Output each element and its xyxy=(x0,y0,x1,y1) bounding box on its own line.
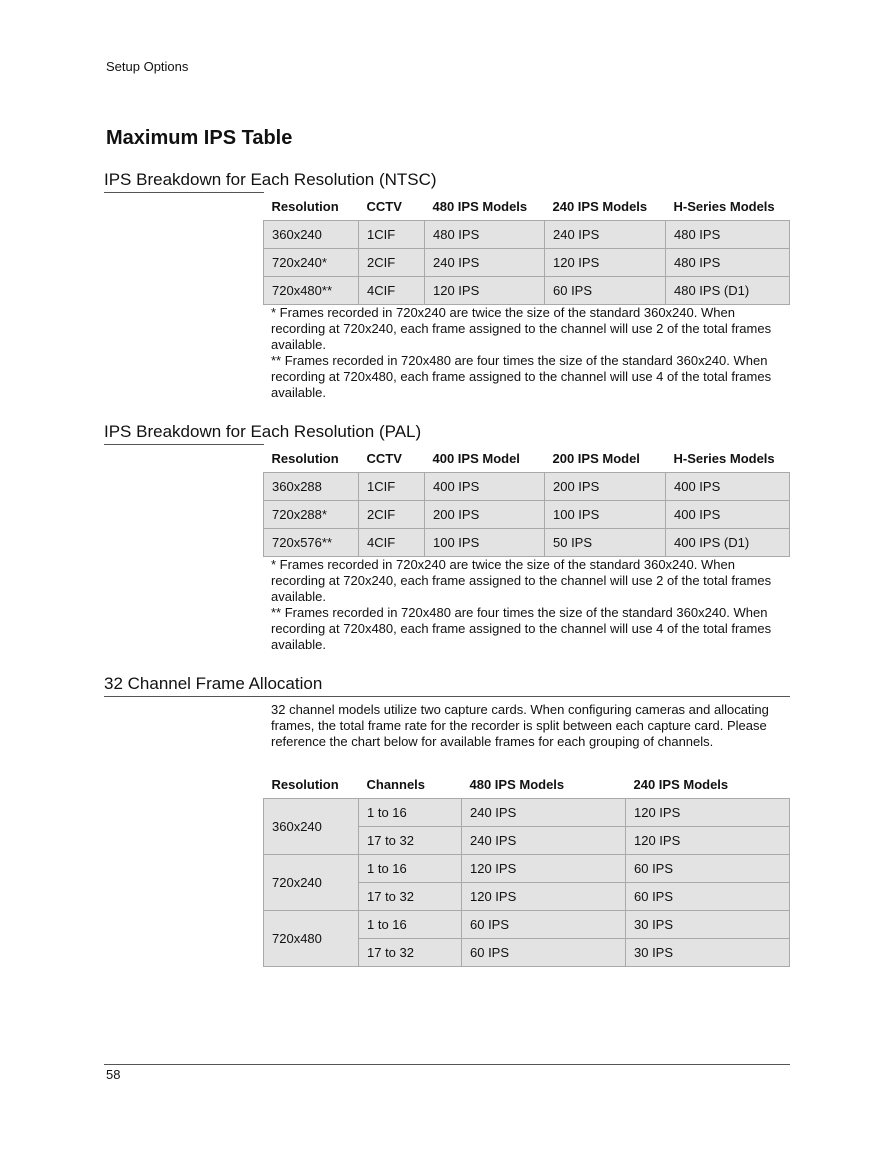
column-header: H-Series Models xyxy=(666,444,790,473)
table-row xyxy=(264,911,790,939)
table-cell: 400 IPS xyxy=(425,473,545,501)
footnote: ** Frames recorded in 720x480 are four times the size of the standard 360x240. When recording at 720x480, each frame assigned to the channel will use 4 of the total frames available. xyxy=(271,605,772,652)
table-cell: 360x240 xyxy=(264,221,359,249)
table-header-row xyxy=(264,770,790,799)
table-cell: 200 IPS xyxy=(425,501,545,529)
table-cell: 720x288* xyxy=(264,501,359,529)
table-cell: 720x576** xyxy=(264,529,359,557)
table-cell: 360x288 xyxy=(264,473,359,501)
footnote: ** Frames recorded in 720x480 are four times the size of the standard 360x240. When recording at 720x480, each frame assigned to the channel will use 4 of the total frames available. xyxy=(271,353,772,400)
column-header: 480 IPS Models xyxy=(462,770,626,799)
table-cell: 240 IPS xyxy=(545,221,666,249)
pal-section-heading: IPS Breakdown for Each Resolution (PAL) xyxy=(104,422,790,445)
column-header: H-Series Models xyxy=(666,192,790,221)
table-cell: 1CIF xyxy=(359,473,425,501)
table-cell: 60 IPS xyxy=(545,277,666,305)
column-header: Resolution xyxy=(264,770,359,799)
table-row xyxy=(264,221,790,249)
table-cell: 120 IPS xyxy=(545,249,666,277)
table-cell: 60 IPS xyxy=(626,855,790,883)
table-cell: 100 IPS xyxy=(425,529,545,557)
pal-footnotes xyxy=(271,557,786,653)
ntsc-footnotes xyxy=(271,305,786,401)
channel32-allocation-table xyxy=(263,770,790,967)
table-cell: 480 IPS xyxy=(666,221,790,249)
table-cell: 4CIF xyxy=(359,529,425,557)
table-cell: 120 IPS xyxy=(626,799,790,827)
column-header: Resolution xyxy=(264,444,359,473)
table-row xyxy=(264,529,790,557)
channel32-section-heading: 32 Channel Frame Allocation xyxy=(104,674,790,697)
ntsc-ips-table xyxy=(263,192,790,305)
table-header-row xyxy=(264,444,790,473)
table-cell: 60 IPS xyxy=(626,883,790,911)
table-cell: 17 to 32 xyxy=(359,883,462,911)
page-title: Maximum IPS Table xyxy=(106,127,293,149)
table-cell: 17 to 32 xyxy=(359,939,462,967)
ntsc-section-heading: IPS Breakdown for Each Resolution (NTSC) xyxy=(104,170,790,193)
column-header: 400 IPS Model xyxy=(425,444,545,473)
table-cell: 120 IPS xyxy=(425,277,545,305)
column-header: 480 IPS Models xyxy=(425,192,545,221)
table-cell: 50 IPS xyxy=(545,529,666,557)
table-cell: 1 to 16 xyxy=(359,855,462,883)
table-row xyxy=(264,277,790,305)
table-cell: 400 IPS xyxy=(666,501,790,529)
table-cell: 720x480** xyxy=(264,277,359,305)
table-row xyxy=(264,799,790,827)
channel32-intro: 32 channel models utilize two capture cards. When configuring cameras and allocating frames, the total frame rate for the recorder is split between each capture card. Please reference the chart below for available frames for each grouping of channels. xyxy=(271,702,769,749)
resolution-group-cell: 360x240 xyxy=(264,799,359,855)
table-cell: 120 IPS xyxy=(462,855,626,883)
column-header: 240 IPS Models xyxy=(545,192,666,221)
table-cell: 400 IPS (D1) xyxy=(666,529,790,557)
column-header: 200 IPS Model xyxy=(545,444,666,473)
pal-ips-table xyxy=(263,444,790,557)
table-cell: 200 IPS xyxy=(545,473,666,501)
table-cell: 30 IPS xyxy=(626,911,790,939)
table-cell: 1CIF xyxy=(359,221,425,249)
table-row xyxy=(264,249,790,277)
table-cell: 60 IPS xyxy=(462,911,626,939)
table-row xyxy=(264,855,790,883)
table-cell: 240 IPS xyxy=(462,827,626,855)
column-header: Resolution xyxy=(264,192,359,221)
table-cell: 1 to 16 xyxy=(359,911,462,939)
footnote: * Frames recorded in 720x240 are twice the size of the standard 360x240. When recording at 720x240, each frame assigned to the channel will use 2 of the total frames available. xyxy=(271,557,772,604)
table-cell: 30 IPS xyxy=(626,939,790,967)
resolution-group-cell: 720x480 xyxy=(264,911,359,967)
table-cell: 240 IPS xyxy=(425,249,545,277)
footer-rule xyxy=(104,1064,790,1065)
column-header: CCTV xyxy=(359,444,425,473)
running-header: Setup Options xyxy=(106,59,189,74)
table-cell: 720x240* xyxy=(264,249,359,277)
table-cell: 2CIF xyxy=(359,501,425,529)
table-cell: 2CIF xyxy=(359,249,425,277)
table-cell: 1 to 16 xyxy=(359,799,462,827)
footnote: * Frames recorded in 720x240 are twice the size of the standard 360x240. When recording at 720x240, each frame assigned to the channel will use 2 of the total frames available. xyxy=(271,305,772,352)
table-cell: 100 IPS xyxy=(545,501,666,529)
table-cell: 60 IPS xyxy=(462,939,626,967)
table-row xyxy=(264,501,790,529)
table-cell: 120 IPS xyxy=(626,827,790,855)
table-cell: 240 IPS xyxy=(462,799,626,827)
table-header-row xyxy=(264,192,790,221)
table-cell: 480 IPS xyxy=(425,221,545,249)
column-header: 240 IPS Models xyxy=(626,770,790,799)
table-row xyxy=(264,473,790,501)
page-number: 58 xyxy=(106,1067,121,1082)
table-cell: 480 IPS xyxy=(666,249,790,277)
column-header: CCTV xyxy=(359,192,425,221)
table-cell: 480 IPS (D1) xyxy=(666,277,790,305)
column-header: Channels xyxy=(359,770,462,799)
table-cell: 120 IPS xyxy=(462,883,626,911)
resolution-group-cell: 720x240 xyxy=(264,855,359,911)
table-cell: 4CIF xyxy=(359,277,425,305)
table-cell: 400 IPS xyxy=(666,473,790,501)
table-cell: 17 to 32 xyxy=(359,827,462,855)
